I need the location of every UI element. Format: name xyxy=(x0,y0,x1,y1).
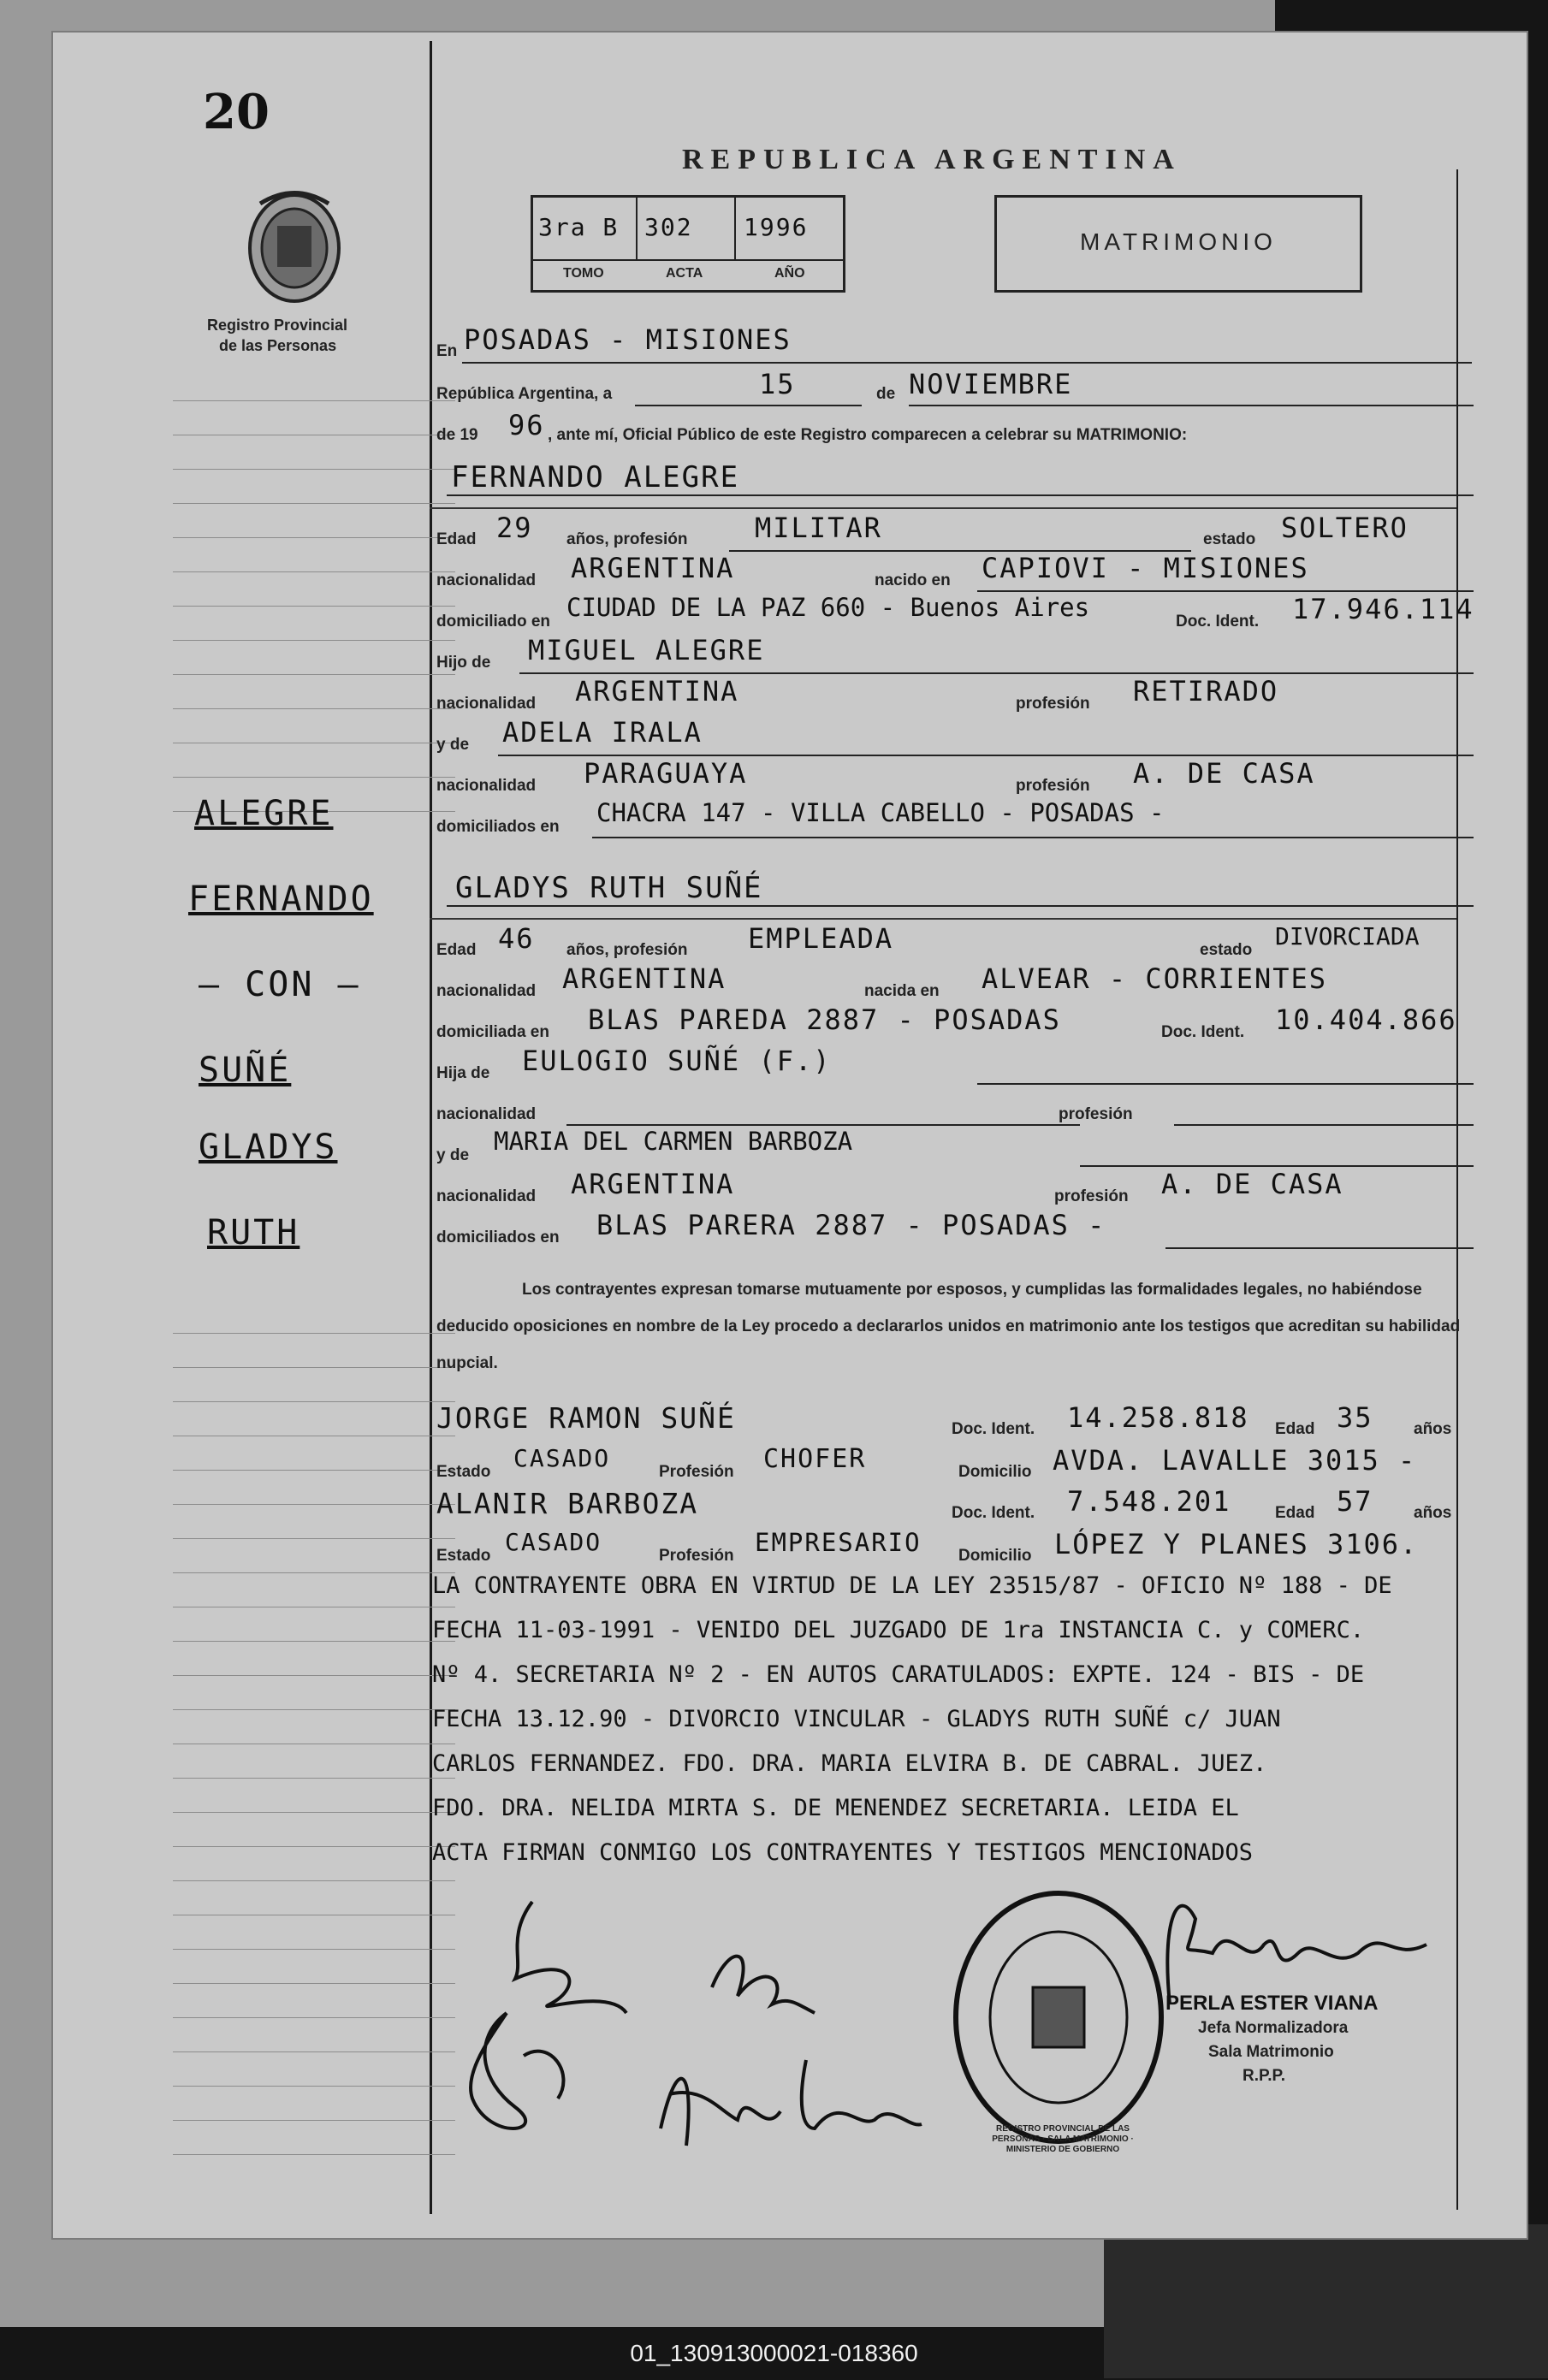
witness1-estado-label: Estado xyxy=(436,1463,491,1481)
groom-nacionalidad: ARGENTINA xyxy=(571,552,735,584)
appearance-text: , ante mí, Oficial Público de este Registro comparecen a celebrar su MATRIMONIO: xyxy=(548,426,1188,444)
groom-hijo-label: Hijo de xyxy=(436,654,491,672)
witness1-edad: 35 xyxy=(1337,1401,1373,1434)
official-name: PERLA ESTER VIANA xyxy=(1165,1992,1379,2015)
rep-label: República Argentina, a xyxy=(436,385,613,403)
bride-name: GLADYS RUTH SUÑÉ xyxy=(455,871,763,905)
groom-father-nac: ARGENTINA xyxy=(575,675,739,707)
bride-father-nac-label: nacionalidad xyxy=(436,1105,537,1123)
bride-hija-label: Hija de xyxy=(436,1064,490,1082)
country-title: REPUBLICA ARGENTINA xyxy=(682,144,1182,175)
right-border-line xyxy=(1456,169,1458,2210)
groom-mother-nac: PARAGUAYA xyxy=(584,757,748,790)
witness2-estado: CASADO xyxy=(505,1528,602,1556)
witness1-doc-label: Doc. Ident. xyxy=(952,1420,1035,1438)
bride-parents-dom-label: domiciliados en xyxy=(436,1228,560,1246)
witness2-prof-label: Profesión xyxy=(659,1547,734,1565)
witness2-edad: 57 xyxy=(1337,1485,1373,1518)
bride-nacionalidad: ARGENTINA xyxy=(562,962,727,995)
registry-seal-icon xyxy=(243,186,346,306)
tomo-acta-ano-box xyxy=(531,195,845,293)
witness2-doc: 7.548.201 xyxy=(1067,1485,1231,1518)
official-title: Jefa Normalizadora xyxy=(1198,2019,1349,2037)
witness1-profesion: CHOFER xyxy=(763,1444,867,1474)
bride-edad-label: Edad xyxy=(436,941,477,959)
page-number: 20 xyxy=(203,84,270,140)
groom-estado: SOLTERO xyxy=(1281,512,1409,544)
official-org: R.P.P. xyxy=(1243,2067,1286,2085)
groom-yde-label: y de xyxy=(436,736,470,754)
groom-name: FERNANDO ALEGRE xyxy=(451,460,740,494)
bride-mother-nac-label: nacionalidad xyxy=(436,1187,537,1205)
acta-value: 302 xyxy=(644,213,693,241)
bride-mother-nac: ARGENTINA xyxy=(571,1168,735,1200)
bride-estado-label: estado xyxy=(1200,941,1253,959)
margin-line xyxy=(430,41,432,2214)
groom-mother-nac-label: nacionalidad xyxy=(436,777,537,795)
bride-domicilio: BLAS PAREDA 2887 - POSADAS xyxy=(588,1004,1061,1036)
note-line-1: LA CONTRAYENTE OBRA EN VIRTUD DE LA LEY 23515/87 - OFICIO Nº 188 - DE xyxy=(432,1572,1392,1599)
bride-prof-label: años, profesión xyxy=(566,941,688,959)
note-line-7: ACTA FIRMAN CONMIGO LOS CONTRAYENTES Y TESTIGOS MENCIONADOS xyxy=(432,1839,1254,1866)
bride-doc-label: Doc. Ident. xyxy=(1161,1023,1245,1041)
year-suffix: 96 xyxy=(508,409,545,441)
side-name-5: GLADYS xyxy=(199,1128,338,1167)
groom-mother-prof-label: profesión xyxy=(1016,777,1090,795)
groom-doc: 17.946.114 xyxy=(1292,593,1474,625)
groom-estado-label: estado xyxy=(1203,530,1256,548)
witness2-name: ALANIR BARBOZA xyxy=(436,1487,699,1520)
official-sala: Sala Matrimonio xyxy=(1208,2043,1334,2061)
witness1-anos-label: años xyxy=(1414,1420,1452,1438)
side-name-1: ALEGRE xyxy=(194,794,334,833)
groom-prof-label: años, profesión xyxy=(566,530,688,548)
bride-father-prof-label: profesión xyxy=(1059,1105,1133,1123)
note-line-6: FDO. DRA. NELIDA MIRTA S. DE MENENDEZ SECRETARIA. LEIDA EL xyxy=(432,1795,1239,1821)
note-line-3: Nº 4. SECRETARIA Nº 2 - EN AUTOS CARATULADOS: EXPTE. 124 - BIS - DE xyxy=(432,1661,1365,1688)
note-line-2: FECHA 11-03-1991 - VENIDO DEL JUZGADO DE 1ra INSTANCIA C. y COMERC. xyxy=(432,1617,1365,1643)
bride-edad: 46 xyxy=(498,922,535,955)
signature-bride xyxy=(703,1927,823,2022)
side-name-3: — CON — xyxy=(199,965,361,1004)
groom-nacido-en: CAPIOVI - MISIONES xyxy=(982,552,1309,584)
year-prefix: de 19 xyxy=(436,426,478,444)
groom-father: MIGUEL ALEGRE xyxy=(528,634,765,666)
registry-name-line2: de las Personas xyxy=(219,337,337,354)
intro-place: POSADAS - MISIONES xyxy=(464,323,792,356)
bride-nacida-en: ALVEAR - CORRIENTES xyxy=(982,962,1328,995)
record-type-box xyxy=(994,195,1362,293)
bride-profesion: EMPLEADA xyxy=(748,922,894,955)
declaration-text: Los contrayentes expresan tomarse mutuamente por esposos, y cumplidas las formalidades legales, no habiéndose deducido oposiciones en nombre de la Ley procedo a declararlos unidos en matrimonio ante los testigos que acreditan su habilidad nupcial. xyxy=(436,1281,1461,1372)
witness1-name: JORGE RAMON SUÑÉ xyxy=(436,1401,736,1435)
witness2-estado-label: Estado xyxy=(436,1547,491,1565)
footer-id: 01_130913000021-018360 xyxy=(630,2340,918,2366)
witness2-anos-label: años xyxy=(1414,1504,1452,1522)
bride-mother-prof: A. DE CASA xyxy=(1161,1168,1343,1200)
witness1-domicilio: AVDA. LAVALLE 3015 - xyxy=(1053,1444,1417,1477)
side-name-6: RUTH xyxy=(207,1213,300,1252)
intro-day: 15 xyxy=(759,368,796,400)
witness2-edad-label: Edad xyxy=(1275,1504,1315,1522)
groom-parents-dom: CHACRA 147 - VILLA CABELLO - POSADAS - xyxy=(596,798,1165,827)
groom-father-prof-label: profesión xyxy=(1016,695,1090,713)
groom-domicilio: CIUDAD DE LA PAZ 660 - Buenos Aires xyxy=(566,593,1090,622)
acta-label: ACTA xyxy=(666,266,703,281)
en-label: En xyxy=(436,342,458,360)
witness2-dom-label: Domicilio xyxy=(958,1547,1032,1565)
stamp-ring-text: REGISTRO PROVINCIAL DE LAS PERSONAS · SALA MATRIMONIO · MINISTERIO DE GOBIERNO xyxy=(992,2124,1134,2154)
groom-father-prof: RETIRADO xyxy=(1133,675,1279,707)
certificate-page xyxy=(53,33,1527,2238)
bride-estado: DIVORCIADA xyxy=(1275,922,1420,950)
bride-mother: MARIA DEL CARMEN BARBOZA xyxy=(494,1127,853,1156)
groom-edad: 29 xyxy=(496,512,533,544)
note-line-4: FECHA 13.12.90 - DIVORCIO VINCULAR - GLADYS RUTH SUÑÉ c/ JUAN xyxy=(432,1706,1281,1732)
bride-nacida-label: nacida en xyxy=(864,982,940,1000)
bride-father: EULOGIO SUÑÉ (F.) xyxy=(522,1045,832,1077)
bride-yde-label: y de xyxy=(436,1146,470,1164)
witness2-doc-label: Doc. Ident. xyxy=(952,1504,1035,1522)
witness2-domicilio: LÓPEZ Y PLANES 3106. xyxy=(1054,1528,1419,1560)
de-label: de xyxy=(876,385,896,403)
groom-profesion: MILITAR xyxy=(755,512,882,544)
bride-dom-label: domiciliada en xyxy=(436,1023,549,1041)
registry-name-line1: Registro Provincial xyxy=(207,317,348,334)
witness2-profesion: EMPRESARIO xyxy=(755,1528,922,1557)
witness1-prof-label: Profesión xyxy=(659,1463,734,1481)
groom-nac-label: nacionalidad xyxy=(436,571,537,589)
witness1-edad-label: Edad xyxy=(1275,1420,1315,1438)
signature-witnesses xyxy=(652,2034,926,2163)
groom-dom-label: domiciliado en xyxy=(436,613,551,631)
groom-nacido-label: nacido en xyxy=(875,571,951,589)
bride-mother-prof-label: profesión xyxy=(1054,1187,1129,1205)
groom-mother-prof: A. DE CASA xyxy=(1133,757,1315,790)
witness1-estado: CASADO xyxy=(513,1444,611,1472)
groom-father-nac-label: nacionalidad xyxy=(436,695,537,713)
ano-value: 1996 xyxy=(744,213,809,241)
bride-nac-label: nacionalidad xyxy=(436,982,537,1000)
note-line-5: CARLOS FERNANDEZ. FDO. DRA. MARIA ELVIRA B. DE CABRAL. JUEZ. xyxy=(432,1750,1267,1777)
groom-edad-label: Edad xyxy=(436,530,477,548)
intro-month: NOVIEMBRE xyxy=(909,368,1073,400)
witness1-dom-label: Domicilio xyxy=(958,1463,1032,1481)
bride-parents-dom: BLAS PARERA 2887 - POSADAS - xyxy=(596,1209,1106,1241)
groom-doc-label: Doc. Ident. xyxy=(1176,613,1260,631)
tomo-label: TOMO xyxy=(563,266,604,281)
side-name-4: SUÑÉ xyxy=(199,1051,292,1090)
ano-label: AÑO xyxy=(774,266,805,281)
tomo-value: 3ra B xyxy=(538,213,620,241)
side-name-2: FERNANDO xyxy=(188,879,374,919)
witness1-doc: 14.258.818 xyxy=(1067,1401,1249,1434)
bride-doc: 10.404.866 xyxy=(1275,1004,1457,1036)
groom-parents-dom-label: domiciliados en xyxy=(436,818,560,836)
groom-mother: ADELA IRALA xyxy=(502,716,703,749)
record-type: MATRIMONIO xyxy=(1080,228,1277,255)
